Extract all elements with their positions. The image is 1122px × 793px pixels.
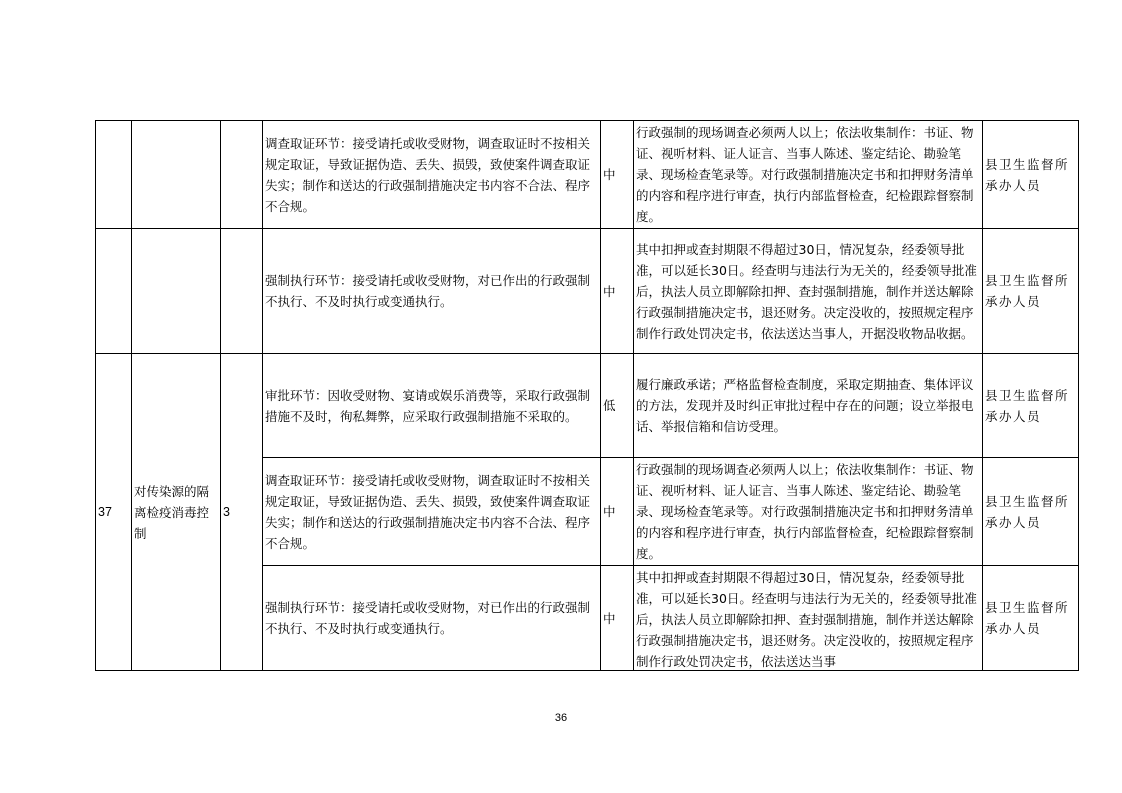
risk-cell: 调查取证环节：接受请托或收受财物，调查取证时不按相关规定取证，导致证据伪造、丢失、损毁，致使案件调查取证失实；制作和送达的行政强制措施决定书内容不合法、程序不合规。	[263, 121, 601, 229]
table-row	[96, 121, 1079, 229]
measures-cell: 行政强制的现场调查必须两人以上；依法收集制作：书证、物证、视听材料、证人证言、当事人陈述、鉴定结论、勘验笔录、现场检查笔录等。对行政强制措施决定书和扣押财务清单的内容和程序进行审查，执行内部监督检查，纪检跟踪督察制度。	[634, 121, 983, 229]
measures-cell: 行政强制的现场调查必须两人以上；依法收集制作：书证、物证、视听材料、证人证言、当事人陈述、鉴定结论、勘验笔录、现场检查笔录等。对行政强制措施决定书和扣押财务清单的内容和程序进行审查，执行内部监督检查，纪检跟踪督察制度。	[634, 458, 983, 566]
table-row	[96, 354, 1079, 458]
responsible-cell: 县卫生监督所承办人员	[983, 121, 1079, 229]
risk-cell: 调查取证环节：接受请托或收受财物，调查取证时不按相关规定取证，导致证据伪造、丢失、损毁，致使案件调查取证失实；制作和送达的行政强制措施决定书内容不合法、程序不合规。	[263, 458, 601, 566]
item-number: 37	[96, 354, 132, 671]
number-cell	[96, 121, 132, 229]
risk-level-cell: 中	[601, 229, 634, 354]
measures-cell: 其中扣押或查封期限不得超过30日，情况复杂，经委领导批准，可以延长30日。经查明与违法行为无关的，经委领导批准后，执法人员立即解除扣押、查封强制措施，制作并送达解除行政强制措施决定书，退还财务。决定没收的，按照规定程序制作行政处罚决定书，依法送达当事人，开据没收物品收据。	[634, 229, 983, 354]
risk-table	[95, 120, 1079, 671]
responsible-cell: 县卫生监督所承办人员	[983, 566, 1079, 671]
responsible-cell: 县卫生监督所承办人员	[983, 229, 1079, 354]
item-name-cell	[132, 229, 221, 354]
item-name: 对传染源的隔离检疫消毒控制	[132, 354, 221, 671]
table-row	[96, 229, 1079, 354]
responsible-cell: 县卫生监督所承办人员	[983, 458, 1079, 566]
number-cell	[96, 229, 132, 354]
risk-cell: 强制执行环节：接受请托或收受财物，对已作出的行政强制不执行、不及时执行或变通执行。	[263, 229, 601, 354]
risk-cell: 强制执行环节：接受请托或收受财物，对已作出的行政强制不执行、不及时执行或变通执行。	[263, 566, 601, 671]
risk-level-cell: 低	[601, 354, 634, 458]
count-cell	[221, 229, 263, 354]
page-number: 36	[554, 712, 568, 724]
measures-text: 其中扣押或查封期限不得超过30日，情况复杂，经委领导批准，可以延长30日。经查明与违法行为无关的，经委领导批准后，执法人员立即解除扣押、查封强制措施，制作并送达解除行政强制措施决定书，退还财务。决定没收的，按照规定程序制作行政处罚决定书，依法送达当事	[636, 570, 977, 669]
count-cell	[221, 121, 263, 229]
responsible-cell: 县卫生监督所承办人员	[983, 354, 1079, 458]
risk-cell: 审批环节：因收受财物、宴请或娱乐消费等，采取行政强制措施不及时，徇私舞弊，应采取行政强制措施不采取的。	[263, 354, 601, 458]
risk-level-cell: 中	[601, 121, 634, 229]
risk-level-cell: 中	[601, 458, 634, 566]
measures-cell	[634, 566, 983, 671]
measures-cell: 履行廉政承诺；严格监督检查制度，采取定期抽查、集体评议的方法，发现并及时纠正审批过程中存在的问题；设立举报电话、举报信箱和信访受理。	[634, 354, 983, 458]
item-name-cell	[132, 121, 221, 229]
item-count: 3	[221, 354, 263, 671]
risk-level-cell: 中	[601, 566, 634, 671]
